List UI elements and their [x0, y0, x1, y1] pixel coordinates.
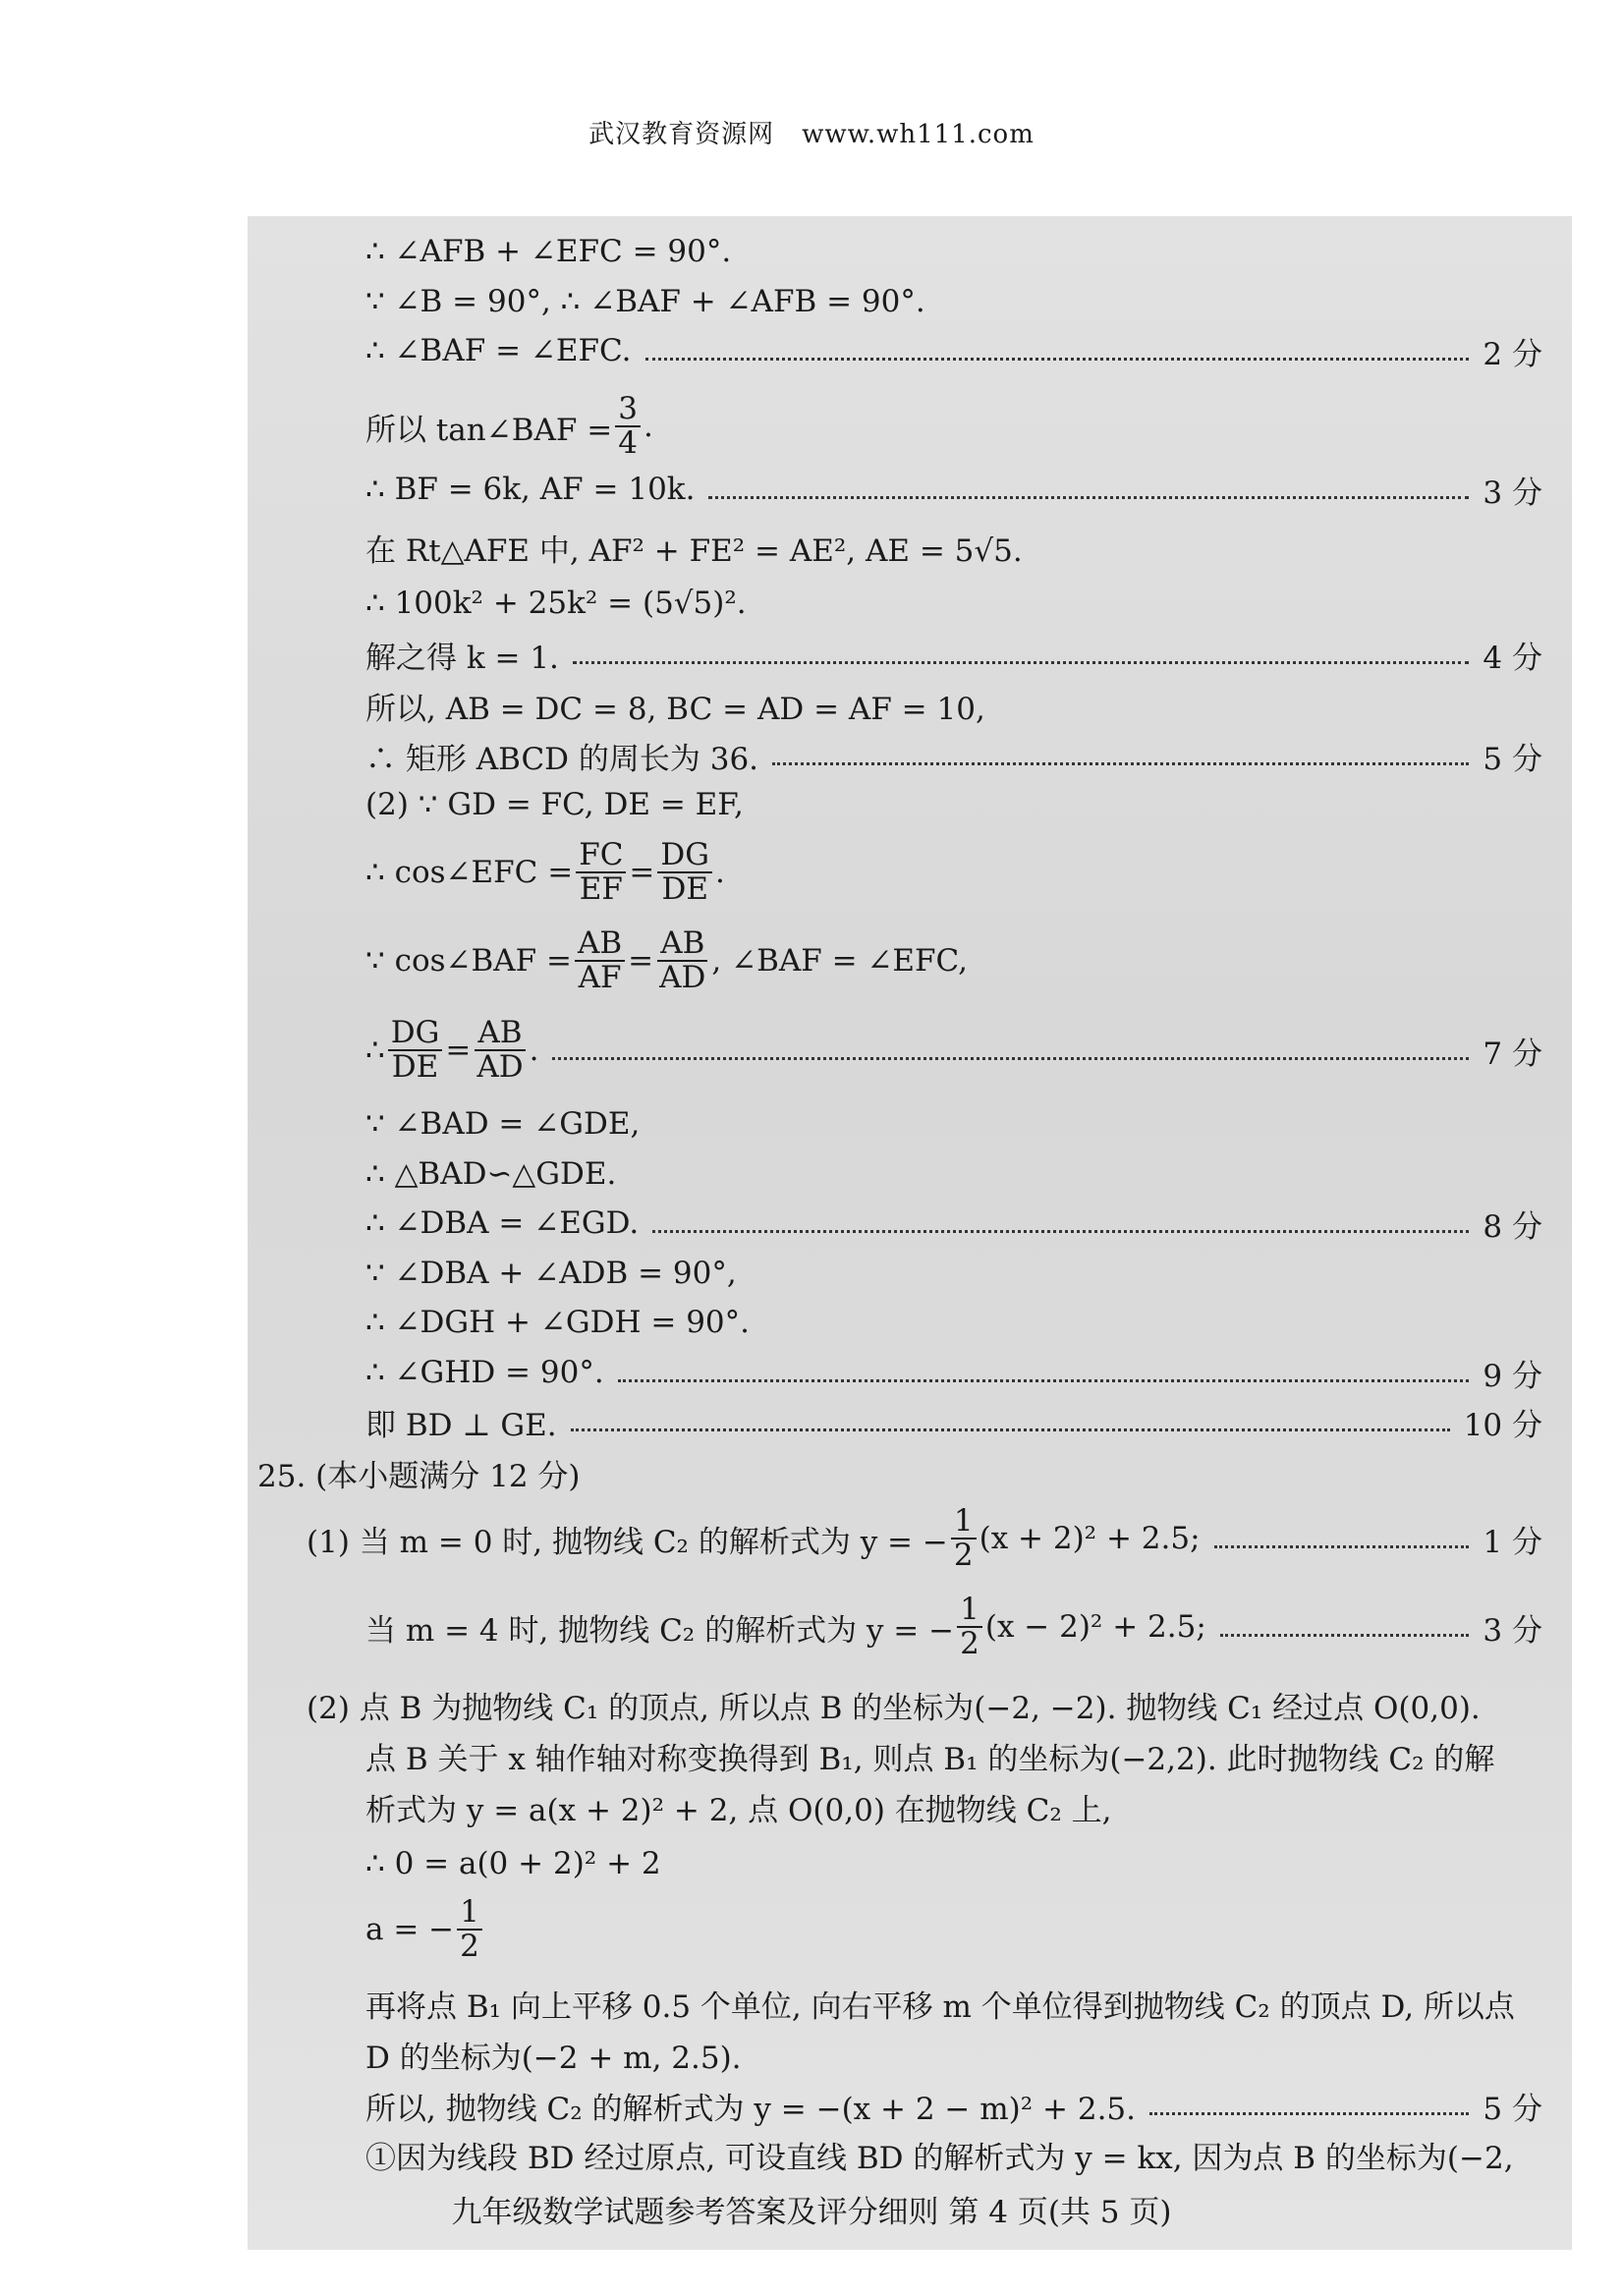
score-label: 3 分 [1483, 1612, 1542, 1649]
fraction: $\frac{1}{2}$ [951, 1505, 977, 1571]
solution-line: ∴ 矩形 ABCD 的周长为 36. 5 分 [365, 731, 1542, 780]
solution-line: ∴ ∠BAF = ∠EFC. 2 分 [365, 326, 1542, 375]
dot-leader [573, 661, 1470, 664]
solution-line: ∴ 100k² + 25k² = (5√5)². [365, 586, 747, 621]
dot-leader [618, 1379, 1470, 1382]
dot-leader [772, 762, 1469, 765]
solution-line: 所以 tan∠BAF = $\frac{3}{4}$ . [365, 391, 653, 461]
dot-leader [708, 496, 1469, 499]
fraction: $\frac{DG}{DE}$ [388, 1017, 443, 1083]
dot-leader [645, 358, 1470, 361]
solution-line: ∵ ∠DBA + ∠ADB = 90°, [365, 1256, 737, 1291]
solution-line: (2) ∵ GD = FC, DE = EF, [365, 787, 744, 822]
solution-line: ∴ BF = 6k, AF = 10k. 3 分 [365, 465, 1542, 514]
solution-line: a = − $\frac{1}{2}$ [365, 1894, 485, 1965]
score-label: 8 分 [1483, 1208, 1542, 1245]
solution-line: ∴ 0 = a(0 + 2)² + 2 [365, 1846, 661, 1881]
solution-line: ∴ ∠DGH + ∠GDH = 90°. [365, 1305, 750, 1340]
dot-leader [552, 1057, 1469, 1060]
dot-leader [1214, 1545, 1470, 1548]
score-label: 9 分 [1483, 1358, 1542, 1394]
fraction: $\frac{DG}{DE}$ [657, 839, 712, 905]
solution-line: 再将点 B₁ 向上平移 0.5 个单位, 向右平移 m 个单位得到抛物线 C₂ 的顶点 D, 所以点 [365, 1988, 1515, 2025]
site-url: www.wh111.com [802, 120, 1035, 149]
fraction: $\frac{AB}{AD}$ [476, 1015, 524, 1085]
fraction: $\frac{1}{2}$ [957, 1594, 982, 1659]
site-name: 武汉教育资源网 [588, 120, 775, 149]
solution-line: ∴ $\frac{DG}{DE}$ = $\frac{AB}{AD}$ . 7 分 [365, 1015, 1542, 1085]
solution-line: ∴ cos∠EFC = $\frac{FC}{EF}$ = $\frac{DG}{DE}$ . [365, 837, 725, 907]
solution-line: (2) 点 B 为抛物线 C₁ 的顶点, 所以点 B 的坐标为(−2, −2). 抛物线 C₁ 经过点 O(0,0). [307, 1690, 1481, 1726]
solution-line: ∴ ∠DBA = ∠EGD. 8 分 [365, 1199, 1542, 1248]
solution-line: 当 m = 4 时, 抛物线 C₂ 的解析式为 y = − $\frac{1}{2}$ (x − 2)² + 2.5; 3 分 [365, 1592, 1542, 1661]
dot-leader [1220, 1634, 1470, 1637]
solution-line: 点 B 关于 x 轴作轴对称变换得到 B₁, 则点 B₁ 的坐标为(−2,2). 此时抛物线 C₂ 的解 [365, 1741, 1495, 1777]
dot-leader [571, 1428, 1450, 1431]
score-label: 5 分 [1483, 2091, 1542, 2127]
solution-line: D 的坐标为(−2 + m, 2.5). [365, 2040, 742, 2076]
solution-line: ①因为线段 BD 经过原点, 可设直线 BD 的解析式为 y = kx, 因为点 B 的坐标为(−2, [365, 2140, 1514, 2176]
score-label: 2 分 [1483, 336, 1542, 372]
score-label: 1 分 [1483, 1524, 1542, 1560]
solution-line: 在 Rt△AFE 中, AF² + FE² = AE², AE = 5√5. [365, 532, 1023, 569]
fraction: $\frac{3}{4}$ [615, 393, 641, 459]
score-label: 3 分 [1483, 475, 1542, 511]
site-header [0, 114, 1623, 150]
solution-line: ∵ ∠BAD = ∠GDE, [365, 1106, 641, 1142]
solution-line: 即 BD ⊥ GE. 10 分 [365, 1397, 1542, 1446]
solution-line: 所以, AB = DC = 8, BC = AD = AF = 10, [365, 691, 985, 727]
score-label: 10 分 [1463, 1407, 1542, 1443]
score-label: 7 分 [1483, 1036, 1542, 1072]
fraction: $\frac{1}{2}$ [457, 1896, 482, 1962]
page-footer: 九年级数学试题参考答案及评分细则 第 4 页(共 5 页) [451, 2195, 1172, 2230]
score-label: 5 分 [1483, 741, 1542, 777]
dot-leader [652, 1230, 1469, 1233]
solution-line: ∵ cos∠BAF = $\frac{AB}{AF}$ = $\frac{AB}{AD}$ , ∠BAF = ∠EFC, [365, 925, 969, 995]
solution-line: (1) 当 m = 0 时, 抛物线 C₂ 的解析式为 y = − $\frac{1}{2}$ (x + 2)² + 2.5; 1 分 [307, 1503, 1542, 1573]
solution-line: ∴ △BAD∽△GDE. [365, 1156, 617, 1192]
solution-line: 所以, 抛物线 C₂ 的解析式为 y = −(x + 2 − m)² + 2.5. 5 分 [365, 2081, 1542, 2130]
solution-line: ∴ ∠AFB + ∠EFC = 90°. [365, 234, 732, 269]
dot-leader [1149, 2112, 1469, 2115]
score-label: 4 分 [1483, 640, 1542, 676]
solution-line: ∴ ∠GHD = 90°. 9 分 [365, 1348, 1542, 1397]
solution-line: ∵ ∠B = 90°, ∴ ∠BAF + ∠AFB = 90°. [365, 284, 925, 319]
solution-line: 解之得 k = 1. 4 分 [365, 630, 1542, 679]
fraction: $\frac{AB}{AD}$ [659, 925, 706, 995]
fraction: $\frac{FC}{EF}$ [576, 839, 626, 905]
solution-line: 析式为 y = a(x + 2)² + 2, 点 O(0,0) 在抛物线 C₂ 上, [365, 1792, 1112, 1828]
fraction: $\frac{AB}{AF}$ [575, 927, 625, 993]
question-heading: 25. (本小题满分 12 分) [257, 1458, 581, 1494]
